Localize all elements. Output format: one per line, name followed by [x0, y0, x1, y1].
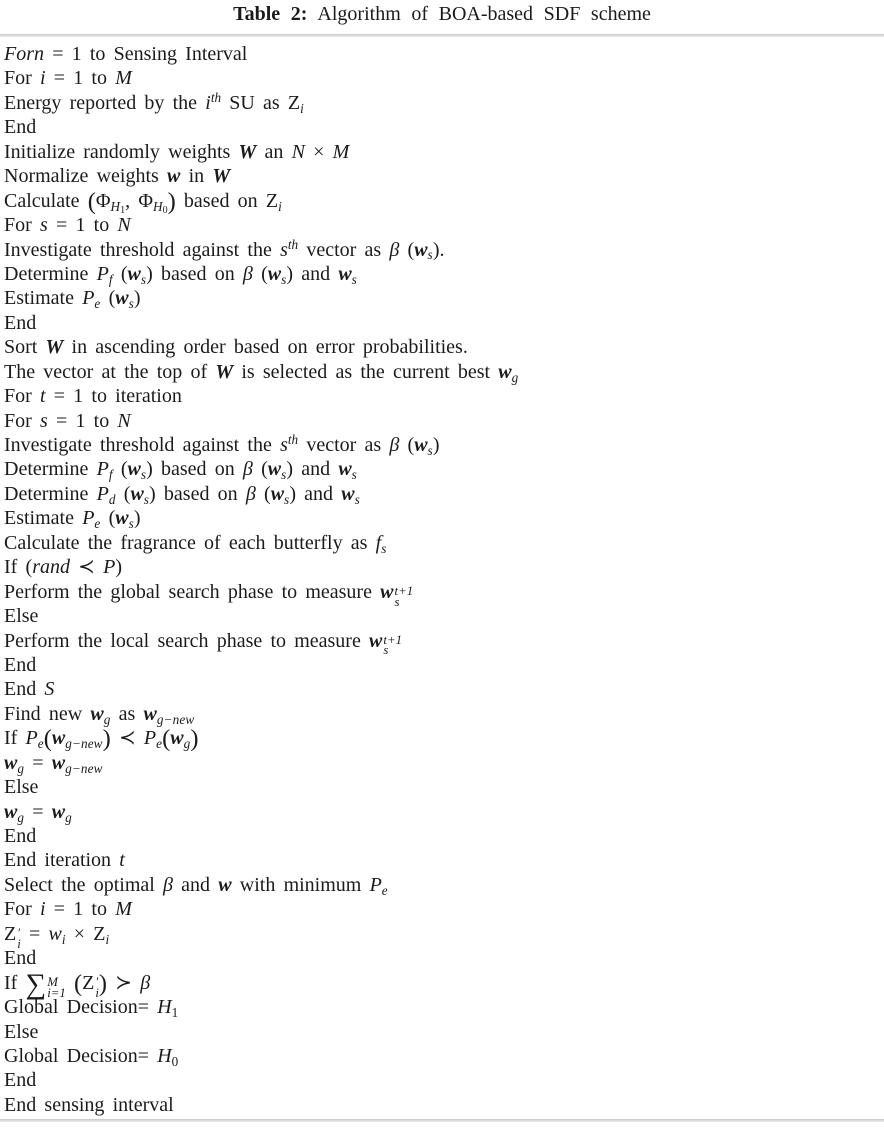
algorithm-line: Select the optimal β and w with minimum Pe [4, 873, 388, 898]
algorithm-line: wg = wg−new [4, 751, 103, 776]
algorithm-line: Global Decision= H1 [4, 996, 179, 1021]
algorithm-line: For s = 1 to N [4, 409, 131, 432]
algorithm-line: Estimate Pe (ws) [4, 507, 141, 532]
algorithm-line: Global Decision= H0 [4, 1044, 179, 1069]
math-subsup-stack: ′ i [95, 974, 99, 1000]
algorithm-line: Calculate ($\Phi H_1$, $\Phi H_0$) based on Zi [4, 187, 282, 216]
table-caption-text: Algorithm of BOA-based SDF scheme [317, 3, 651, 25]
algorithm-line: Forn = 1 to Sensing Interval [4, 43, 248, 65]
algorithm-line: End sensing interval [4, 1093, 174, 1116]
math-subsup-stack: M i=1 [47, 974, 66, 1000]
table-caption [0, 0, 884, 30]
algorithm-line: Sort W in ascending order based on error probabilities. [4, 336, 468, 359]
algorithm-line: The vector at the top of W is selected as the current best wg [4, 360, 519, 385]
algorithm-line: Z ′ i = wi × Zi [4, 922, 110, 951]
algorithm-line: Initialize randomly weights W an N × M [4, 140, 350, 163]
algorithm-line: End [4, 947, 37, 970]
algorithm-line: End iteration t [4, 849, 125, 872]
algorithm-line: For i = 1 to M [4, 67, 132, 90]
algorithm-body [0, 37, 884, 1117]
algorithm-line: Find new wg as wg−new [4, 702, 195, 727]
algorithm-line: Else [4, 605, 39, 628]
algorithm-line: Determine Pf (ws) based on β (ws) and ws [4, 458, 357, 483]
algorithm-line: Normalize weights w in W [4, 165, 231, 188]
algorithm-line: Estimate Pe (ws) [4, 287, 141, 312]
math-subsup-stack: t+1 s [394, 583, 414, 609]
algorithm-line: Perform the global search phase to measure w t+1 s [4, 580, 414, 609]
algorithm-line: If Pe(wg−new) ≺ Pe(wg) [4, 725, 199, 753]
algorithm-line: End [4, 653, 37, 676]
math-subsup-stack: ′ i [17, 925, 21, 951]
algorithm-line: Else [4, 776, 39, 799]
algorithm-line: Else [4, 1020, 39, 1043]
algorithm-line: For i = 1 to M [4, 898, 132, 921]
algorithm-line: End [4, 311, 37, 334]
math-subsup-stack: t+1 s [383, 632, 402, 658]
algorithm-line: If (rand ≺ P) [4, 556, 123, 579]
algorithm-line: If ∑ M i=1 (Z ′ i ) ≻ β [4, 968, 151, 1001]
algorithm-line: End [4, 116, 37, 139]
algorithm-line: Investigate threshold against the $s^{th}$ vector as β (ws) [4, 432, 440, 458]
algorithm-line: End [4, 1069, 37, 1092]
algorithm-line: Determine Pd (ws) based on β (ws) and ws [4, 482, 360, 507]
algorithm-line: Determine Pf (ws) based on β (ws) and ws [4, 262, 357, 287]
algorithm-line: End [4, 825, 37, 847]
algorithm-line: For t = 1 to iteration [4, 385, 182, 408]
algorithm-line: Energy reported by the $i^{th}$ SU as Zi [4, 90, 304, 116]
table-bottom-rule [0, 1119, 884, 1122]
algorithm-line: wg = wg [4, 800, 72, 825]
algorithm-line: Calculate the fragrance of each butterfly as fs [4, 531, 387, 556]
algorithm-line: For s = 1 to N [4, 214, 131, 237]
algorithm-line: Perform the local search phase to measure w t+1 s [4, 629, 402, 658]
table-caption-label: Table 2: [233, 3, 308, 25]
algorithm-line: Investigate threshold against the $s^{th}$ vector as β (ws). [4, 236, 445, 263]
algorithm-line: End S [4, 678, 55, 701]
